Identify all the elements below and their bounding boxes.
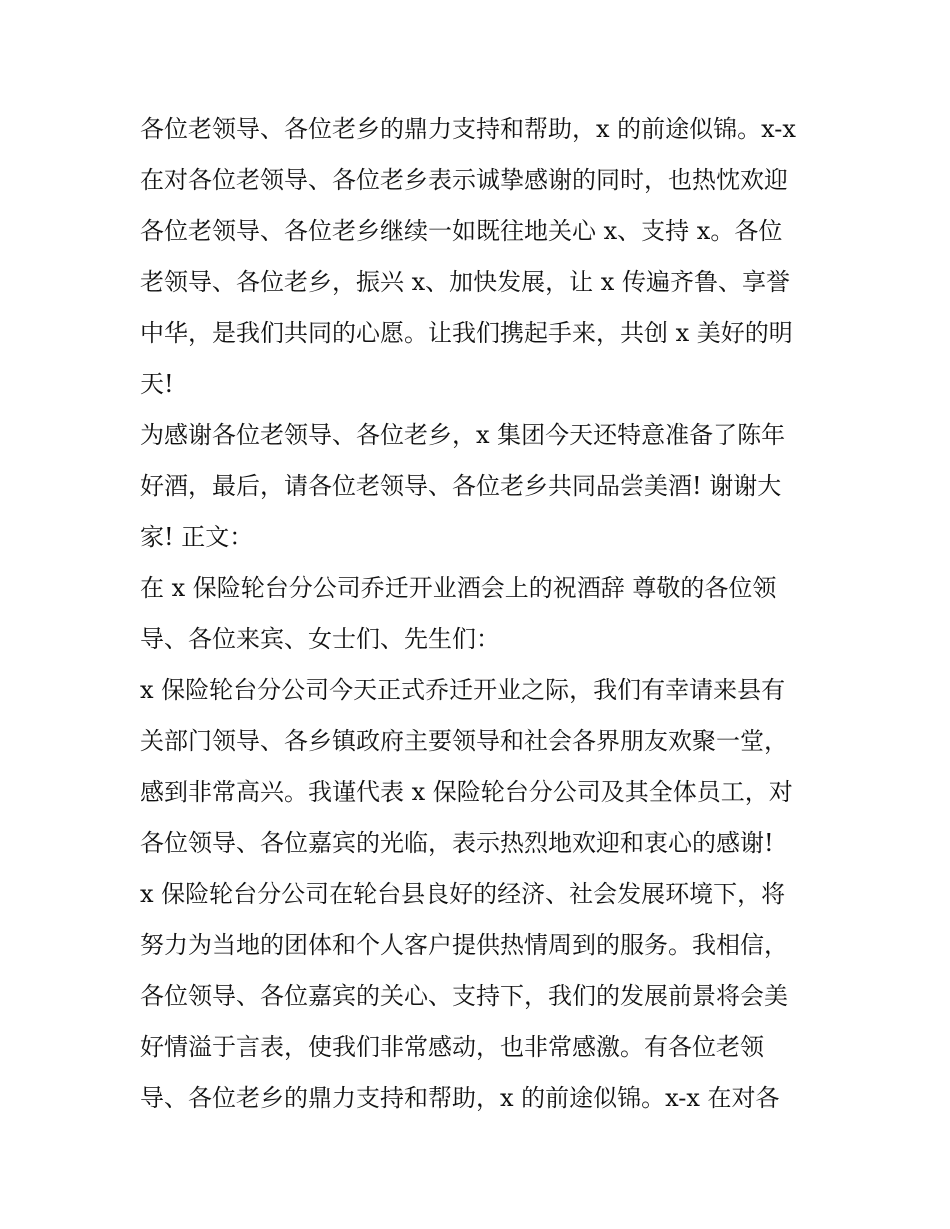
text-line: 感到非常高兴。我谨代表 x 保险轮台分公司及其全体员工，对 [140,778,793,806]
text-line: 导、各位老乡的鼎力支持和帮助，x 的前途似锦。x-x 在对各 [140,1084,780,1112]
text-line: 中华，是我们共同的心愿。让我们携起手来，共创 x 美好的明 [140,319,793,347]
text-line: 各位领导、各位嘉宾的光临，表示热烈地欢迎和衷心的感谢! [140,829,774,857]
text-line: 各位领导、各位嘉宾的关心、支持下，我们的发展前景将会美 [140,982,788,1010]
text-line: 老领导、各位老乡，振兴 x、加快发展，让 x 传遍齐鲁、享誉 [140,268,790,296]
text-line: 为感谢各位老领导、各位老乡，x 集团今天还特意准备了陈年 [140,421,786,449]
text-line: 天! [140,370,174,398]
text-line: 在对各位老领导、各位老乡表示诚挚感谢的同时，也热忱欢迎 [140,166,788,194]
text-line: 在 x 保险轮台分公司乔迁开业酒会上的祝酒辞 尊敬的各位领 [140,574,777,602]
text-line: 好酒，最后，请各位老领导、各位老乡共同品尝美酒! 谢谢大 [140,472,782,500]
text-line: x 保险轮台分公司今天正式乔迁开业之际，我们有幸请来县有 [140,676,786,704]
text-line: 导、各位来宾、女士们、先生们： [140,625,500,653]
text-line: 关部门领导、各乡镇政府主要领导和社会各界朋友欢聚一堂， [140,727,788,755]
text-line: 好情溢于言表，使我们非常感动，也非常感激。有各位老领 [140,1033,764,1061]
text-line: 各位老领导、各位老乡的鼎力支持和帮助，x 的前途似锦。x-x [140,115,796,143]
text-line: x 保险轮台分公司在轮台县良好的经济、社会发展环境下，将 [140,880,786,908]
document-body [140,104,830,1124]
text-line: 努力为当地的团体和个人客户提供热情周到的服务。我相信， [140,931,788,959]
text-line: 家! 正文： [140,523,254,551]
text-line: 各位老领导、各位老乡继续一如既往地关心 x、支持 x。各位 [140,217,783,245]
